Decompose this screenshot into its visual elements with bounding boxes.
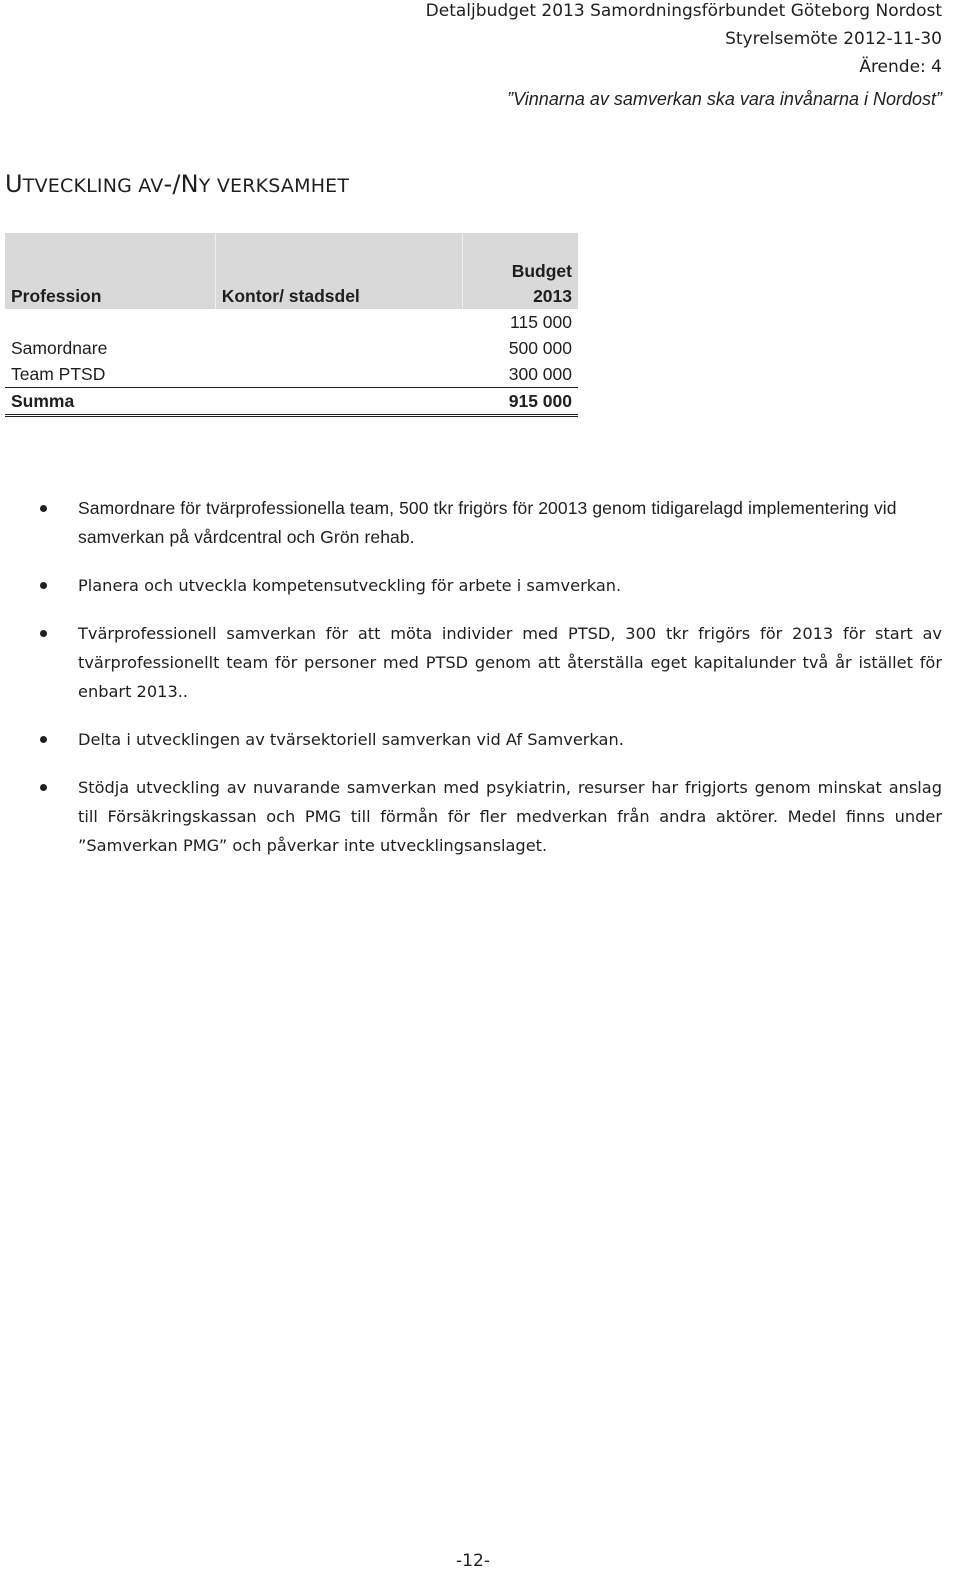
list-item [0,494,960,552]
list-item-text: Tvärprofessionell samverkan för att möta individer med PTSD, 300 tkr frigörs för 2013 för start av tvärprofessionellt team för personer med PTSD genom att återställa eget kapitalunder två år istället för enbart 2013.. [78,624,942,701]
cell-kontor [215,335,462,361]
list-item-text: Samordnare för tvärprofessionella team, 500 tkr frigörs för 20013 genom tidigarelagd implementering vid samverkan på vårdcentral och Grön rehab. [78,498,897,547]
bullet-list [0,494,960,879]
sum-value: 915 000 [462,388,578,416]
header-meeting: Styrelsemöte 2012-11-30 [725,29,942,49]
header-budget-line2: 2013 [462,283,578,309]
list-item-text: Stödja utveckling av nuvarande samverkan med psykiatrin, resurser har frigjorts genom minskat anslag till Försäkringskassan och PMG till förmån för fler medverkan från andra aktörer. Medel finns under ”Samverkan PMG” och påverkar inte utvecklingsanslaget. [78,778,942,855]
list-item [0,725,960,754]
cell-budget: 115 000 [510,312,572,332]
header-title: Detaljbudget 2013 Samordningsförbundet Göteborg Nordost [425,1,942,21]
list-item [0,773,960,860]
bullet-icon [40,582,47,589]
heading-part-1: TVECKLING AV [22,175,164,197]
sum-label: Summa [5,388,215,416]
cell-budget: 300 000 [508,364,572,384]
table-sum-row [5,388,578,416]
table-row [5,309,578,335]
cell-kontor [215,309,462,335]
page-number: -12- [456,1551,490,1571]
table-header-row-top [5,233,578,283]
cell-profession: Samordnare [11,338,108,358]
heading-cap-1: U [5,170,23,198]
section-heading [5,166,349,204]
heading-part-2: Y VERKSAMHET [198,175,350,197]
bullet-icon [40,736,47,743]
list-item-text: Planera och utveckla kompetensutveckling för arbete i samverkan. [78,576,622,595]
header-kontor: Kontor/ stadsdel [215,283,462,309]
document-header [426,0,942,81]
list-item-text: Delta i utvecklingen av tvärsektoriell samverkan vid Af Samverkan. [78,730,624,749]
table-row [5,361,578,388]
vision-statement: ”Vinnarna av samverkan ska vara invånarna i Nordost” [507,89,942,109]
cell-profession: Team PTSD [11,364,106,384]
header-agenda-item: Ärende: 4 [859,57,942,77]
bullet-icon [40,630,47,637]
heading-cap-2: N [180,170,199,198]
bullet-icon [40,505,47,512]
table-row [5,335,578,361]
bullet-icon [40,784,47,791]
table-header-row-bottom [5,283,578,309]
cell-budget: 500 000 [508,338,572,358]
header-profession: Profession [5,283,215,309]
list-item [0,571,960,600]
heading-separator: -/ [163,170,181,198]
cell-kontor [215,361,462,388]
budget-table [5,233,578,417]
cell-profession [5,309,215,335]
header-budget-line1: Budget [462,233,578,283]
list-item [0,619,960,706]
